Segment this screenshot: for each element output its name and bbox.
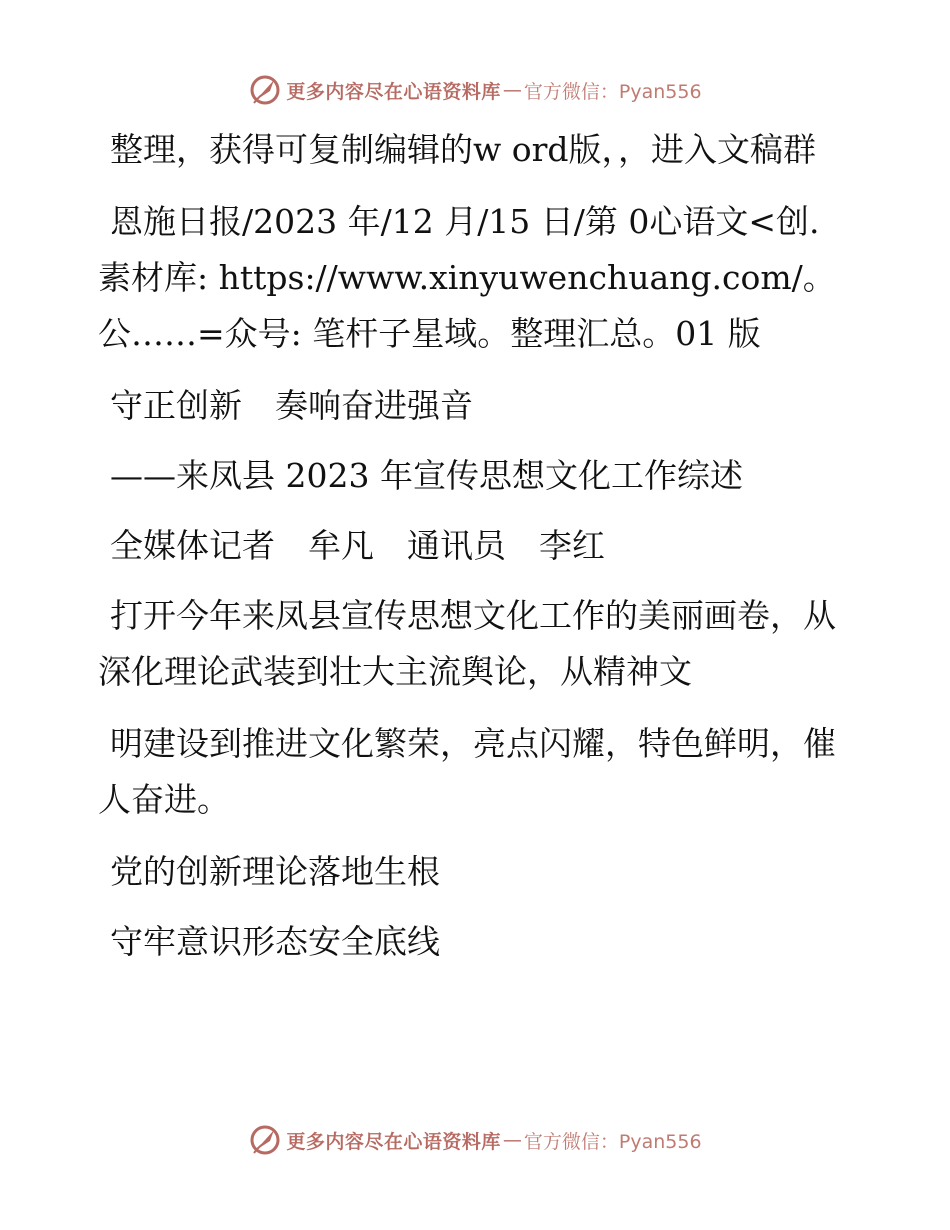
byline: 全媒体记者 牟凡 通讯员 李红: [110, 526, 605, 565]
section-heading-2: 守牢意识形态安全底线: [110, 922, 440, 961]
source-paragraph: 恩施日报/2023 年/12 月/15 日/第 0心语文<创.素材库: https://www.xinyuwenchuang.com/。公……=众号: 笔杆子星域。整理汇总。01 版: [98, 202, 836, 353]
section-heading-1: 党的创新理论落地生根: [110, 852, 440, 891]
article-subtitle: ——来凤县 2023 年宣传思想文化工作综述: [110, 456, 743, 495]
article-title: 守正创新 奏响奋进强音: [110, 386, 473, 425]
footer-banner: [0, 1120, 950, 1160]
header-contact: 官方微信：Pyan556: [523, 80, 702, 103]
quill-logo-icon: [248, 73, 282, 107]
body-paragraph-2: 明建设到推进文化繁荣，亮点闪耀，特色鲜明，催人奋进。: [98, 724, 836, 819]
header-banner-dash: —: [502, 79, 522, 101]
footer-contact: 官方微信：Pyan556: [523, 1130, 702, 1153]
footer-banner-dash: —: [502, 1129, 522, 1151]
quill-logo-icon: [248, 1123, 282, 1157]
body-paragraph-1: 打开今年来凤县宣传思想文化工作的美丽画卷，从深化理论武装到壮大主流舆论，从精神文: [98, 596, 836, 691]
intro-paragraph: 整理，获得可复制编辑的w ord版，，进入文稿群: [110, 130, 817, 169]
header-banner-text: 更多内容尽在心语资料库: [286, 80, 501, 103]
footer-banner-text: 更多内容尽在心语资料库: [286, 1130, 501, 1153]
header-banner: [0, 70, 950, 110]
document-body: [98, 122, 838, 984]
